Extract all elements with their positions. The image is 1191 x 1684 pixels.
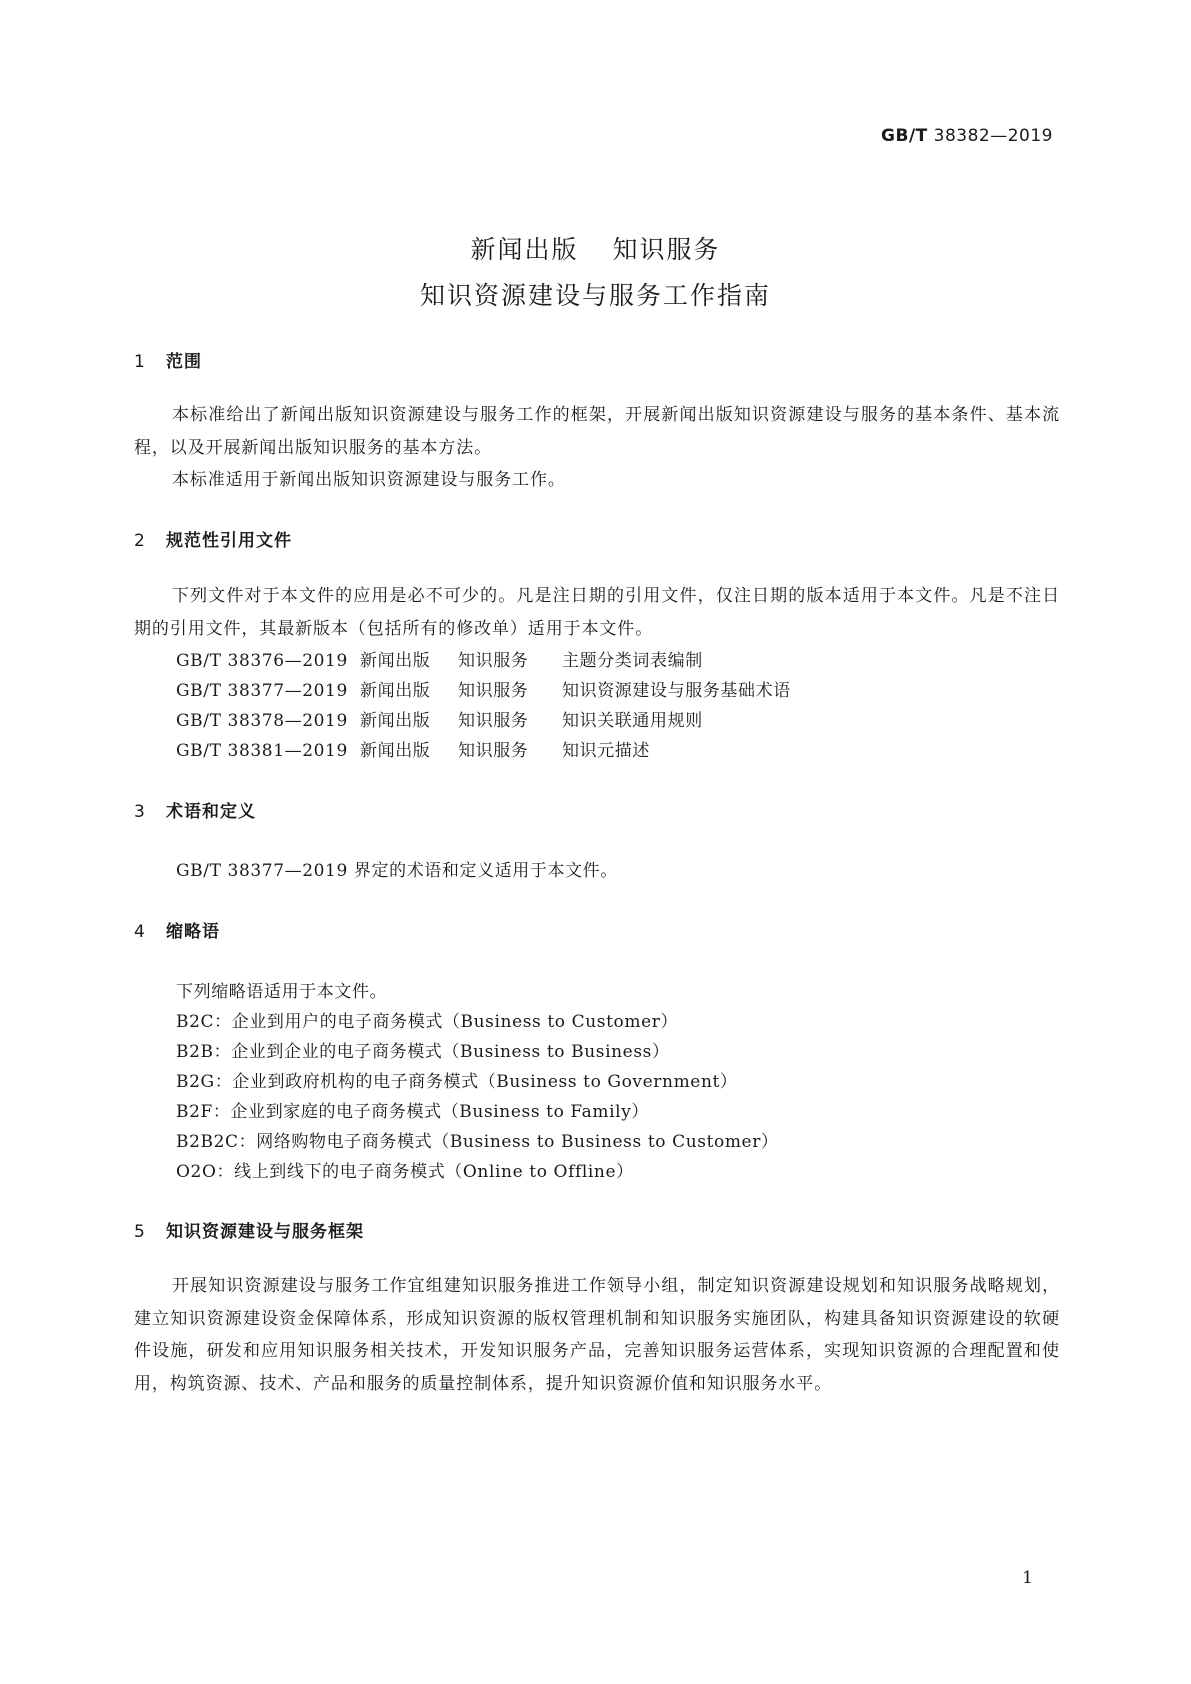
section-title: 范围	[166, 352, 202, 372]
reference-item	[176, 706, 703, 731]
title-part1: 新闻出版	[470, 235, 579, 264]
section-number: 4	[134, 922, 146, 942]
section-title: 知识资源建设与服务框架	[166, 1222, 364, 1242]
reference-part1: 新闻出版	[360, 741, 431, 761]
standard-code	[881, 126, 1053, 146]
section-heading-1	[134, 347, 202, 372]
page-number: 1	[1022, 1568, 1033, 1588]
abbreviation-item: B2B2C：网络购物电子商务模式（Business to Business to Customer）	[176, 1132, 779, 1152]
reference-code: GB/T 38381—2019	[176, 741, 348, 761]
scope-section-body	[134, 399, 1060, 497]
reference-item	[176, 736, 650, 761]
abbreviation-item: B2F：企业到家庭的电子商务模式（Business to Family）	[176, 1102, 650, 1122]
scope-paragraph-2: 本标准适用于新闻出版知识资源建设与服务工作。	[172, 470, 566, 490]
normative-intro	[134, 580, 1060, 645]
section-heading-5	[134, 1217, 364, 1242]
reference-part2: 知识服务	[458, 681, 529, 701]
reference-part2: 知识服务	[458, 651, 529, 671]
abbreviations-intro: 下列缩略语适用于本文件。	[176, 982, 388, 1002]
section-heading-2	[134, 526, 292, 551]
reference-item	[176, 676, 791, 701]
reference-code: GB/T 38376—2019	[176, 651, 348, 671]
reference-part1: 新闻出版	[360, 681, 431, 701]
framework-section-body	[134, 1270, 1060, 1400]
standard-number: 38382—2019	[933, 126, 1053, 146]
section-number: 2	[134, 531, 146, 551]
reference-part2: 知识服务	[458, 741, 529, 761]
section-number: 3	[134, 802, 146, 822]
reference-part1: 新闻出版	[360, 651, 431, 671]
section-heading-4	[134, 917, 220, 942]
abbreviation-item: B2C：企业到用户的电子商务模式（Business to Customer）	[176, 1012, 679, 1032]
section-heading-3	[134, 797, 256, 822]
reference-subject: 知识关联通用规则	[562, 711, 703, 731]
abbreviation-item: B2B：企业到企业的电子商务模式（Business to Business）	[176, 1042, 670, 1062]
reference-subject: 主题分类词表编制	[562, 651, 703, 671]
document-title-line1	[0, 230, 1191, 266]
standard-prefix: GB/T	[881, 126, 928, 146]
reference-subject: 知识元描述	[562, 741, 650, 761]
section-title: 术语和定义	[166, 802, 256, 822]
framework-paragraph: 开展知识资源建设与服务工作宜组建知识服务推进工作领导小组，制定知识资源建设规划和知识服务战略规划，建立知识资源建设资金保障体系，形成知识资源的版权管理机制和知识服务实施团队，构建具备知识资源建设的软硬件设施，研发和应用知识服务相关技术，开发知识服务产品，完善知识服务运营体系，实现知识资源的合理配置和使用，构筑资源、技术、产品和服务的质量控制体系，提升知识资源价值和知识服务水平。	[134, 1276, 1060, 1394]
abbreviation-item: O2O：线上到线下的电子商务模式（Online to Offline）	[176, 1162, 634, 1182]
title-part2: 知识服务	[612, 235, 721, 264]
reference-code: GB/T 38377—2019	[176, 681, 348, 701]
normative-intro-text: 下列文件对于本文件的应用是必不可少的。凡是注日期的引用文件，仅注日期的版本适用于本文件。凡是不注日期的引用文件，其最新版本（包括所有的修改单）适用于本文件。	[134, 586, 1060, 639]
scope-paragraph-1: 本标准给出了新闻出版知识资源建设与服务工作的框架，开展新闻出版知识资源建设与服务的基本条件、基本流程，以及开展新闻出版知识服务的基本方法。	[134, 405, 1060, 458]
terms-text: GB/T 38377—2019 界定的术语和定义适用于本文件。	[176, 861, 618, 881]
reference-part2: 知识服务	[458, 711, 529, 731]
abbreviation-item: B2G：企业到政府机构的电子商务模式（Business to Government）	[176, 1072, 738, 1092]
section-title: 规范性引用文件	[166, 531, 292, 551]
reference-part1: 新闻出版	[360, 711, 431, 731]
reference-item	[176, 646, 703, 671]
reference-code: GB/T 38378—2019	[176, 711, 348, 731]
section-number: 1	[134, 352, 146, 372]
section-title: 缩略语	[166, 922, 220, 942]
section-number: 5	[134, 1222, 146, 1242]
reference-subject: 知识资源建设与服务基础术语	[562, 681, 791, 701]
document-title-line2: 知识资源建设与服务工作指南	[419, 281, 771, 310]
